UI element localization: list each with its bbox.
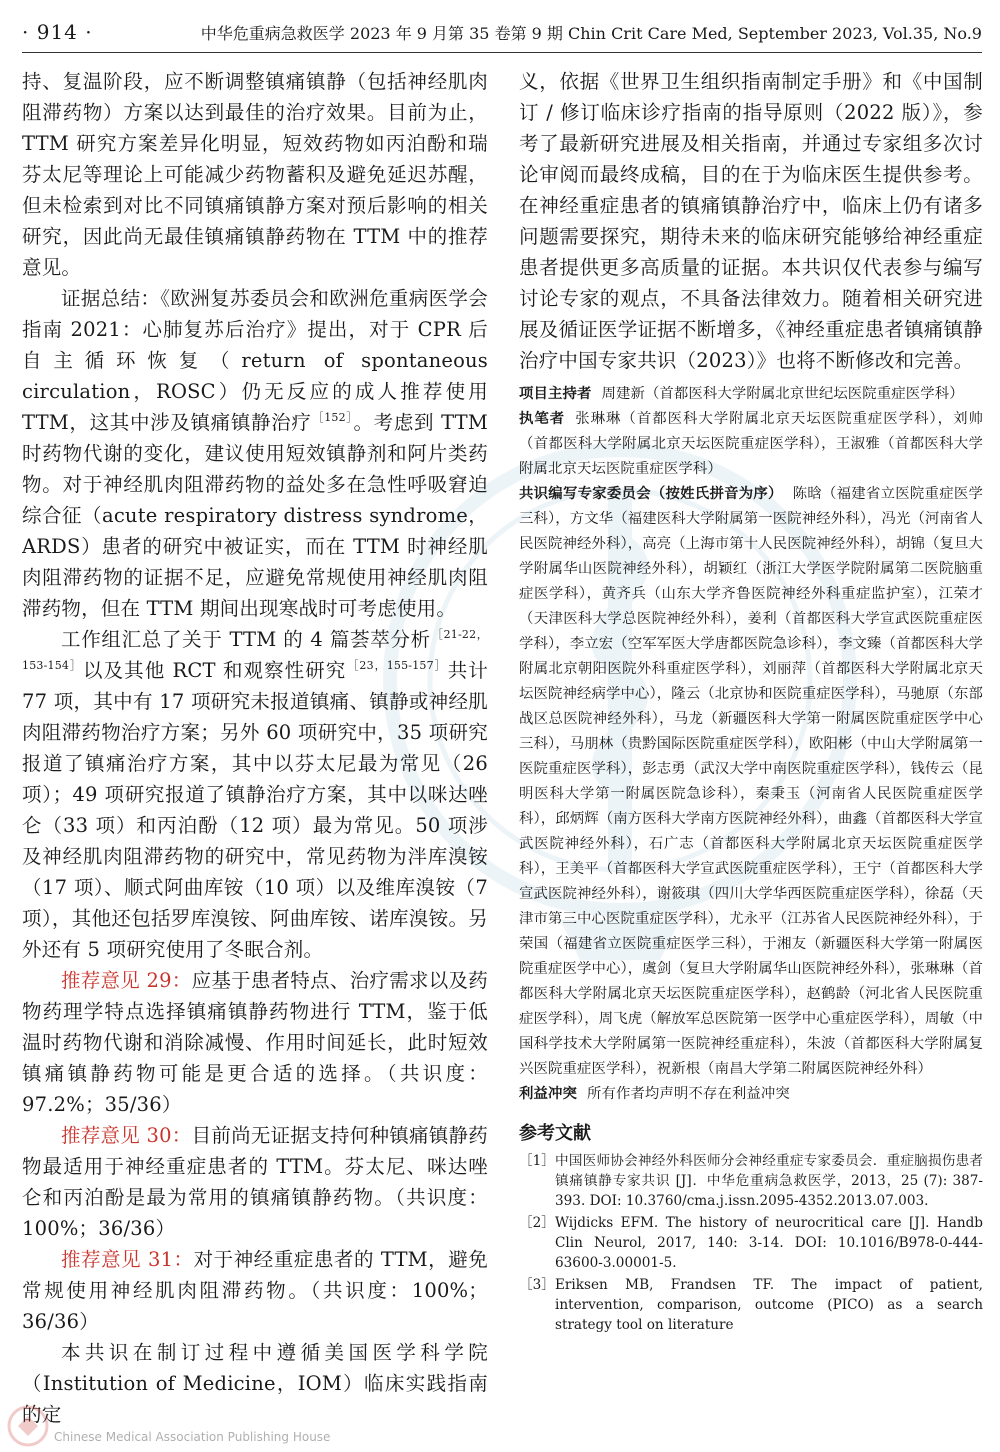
evidence-summary-paragraph: 证据总结：《欧洲复苏委员会和欧洲危重病医学会指南 2021：心肺复苏后治疗》提出，对于 CPR 后自主循环恢复（return of spontaneous circulation，ROSC）仍无反应的成人推荐使用 TTM，这其中涉及镇痛镇静治疗$^{[152]}$。考虑到 TTM 时药物代谢的变化，建议使用短效镇静剂和阿片类药物。对于神经肌肉阻滞药物的益处多在急性呼吸窘迫综合征（acute respiratory distress syndrome，ARDS）患者的研究中被证实，而在 TTM 时神经肌肉阻滞药物的证据不足，应避免常规使用神经肌肉阻滞药物，但在 TTM 期间出现寒战时可考虑使用。	[22, 287, 488, 620]
expert-committee: 共识编写专家委员会（按姓氏拼音为序） 陈晗（福建省立医院重症医学三科），方文华（福建医科大学附属第一医院神经外科），冯光（河南省人民医院神经外科），高亮（上海市第十人民医院神经外科），胡锦（复旦大学附属华山医院神经外科），胡颖红（浙江大学医学院附属第二医院脑重症医学科），黄齐兵（山东大学齐鲁医院神经外科重症监护室），江荣才（天津医科大学总医院神经外科），姜利（首都医科大学宣武医院重症医学科），李立宏（空军军医大学唐都医院急诊科），李文臻（首都医科大学附属北京朝阳医院外科重症医学科），刘丽萍（首都医科大学附属北京天坛医院神经病学中心），隆云（北京协和医院重症医学科），马驰原（东部战区总医院神经外科），马龙（新疆医科大学第一附属医院重症医学中心三科），马朋林（贵黔国际医院重症医学科），欧阳彬（中山大学附属第一医院重症医学科），彭志勇（武汉大学中南医院重症医学科），钱传云（昆明医科大学第一附属医院急诊科），秦秉玉（河南省人民医院重症医学科），邱炳辉（南方医科大学南方医院神经外科），曲鑫（首都医科大学宣武医院神经外科），石广志（首都医科大学附属北京天坛医院重症医学科），王美平（首都医科大学宣武医院重症医学科），王宁（首都医科大学宣武医院神经外科），谢筱琪（四川大学华西医院重症医学科），徐磊（天津市第三中心医院重症医学科），尤永平（江苏省人民医院神经外科），于荣国（福建省立医院重症医学三科），于湘友（新疆医科大学第一附属医院重症医学中心），虞剑（复旦大学附属华山医院神经外科），张琳琳（首都医科大学附属北京天坛医院重症医学科），赵鹤龄（河北省人民医院重症医学科），周飞虎（解放军总医院第一医学中心重症医学科），周敏（中国科学技术大学附属第一医院神经重症科），朱波（首都医科大学附属复兴医院重症医学科），祝新根（南昌大学第二附属医院神经外科）	[519, 486, 983, 1077]
reference-item: ［3］ Eriksen MB, Frandsen TF. The impact of patient, intervention, comparison, outcome (PICO) as a search strategy tool on literature	[519, 1277, 983, 1333]
conflict-label: 利益冲突	[519, 1086, 577, 1102]
journal-citation: 中华危重病急救医学 2023 年 9 月第 35 卷第 9 期 Chin Crit Care Med, September 2023, Vol.35, No.9	[200, 23, 982, 43]
body-paragraph: 工作组汇总了关于 TTM 的 4 篇荟萃分析$^{[21-22,153-154]}$以及其他 RCT 和观察性研究$^{[23,155-157]}$共计 77 项，其中有 17 项研究未报道镇痛、镇静或神经肌肉阻滞药物治疗方案；另外 60 项研究中，35 项研究报道了镇痛治疗方案，其中以芬太尼最为常见（26 项）；49 项研究报道了镇静治疗方案，其中以咪达唑仑（33 项）和丙泊酚（12 项）最为常见。50 项涉及神经肌肉阻滞药物的研究中，常见药物为泮库溴铵（17 项）、顺式阿曲库铵（10 项）以及维库溴铵（7 项），其他还包括罗库溴铵、阿曲库铵、诺库溴铵。另外还有 5 项研究使用了冬眠合剂。	[22, 628, 488, 961]
body-paragraph: 本共识在制订过程中遵循美国医学科学院（Institution of Medicine，IOM）临床实践指南的定	[22, 1341, 488, 1426]
body-paragraph: 义，依据《世界卫生组织指南制定手册》和《中国制订 / 修订临床诊疗指南的指导原则（2022 版）》，参考了最新研究进展及相关指南，并通过专家组多次讨论审阅而最终成稿，目的在于为临床医生提供参考。在神经重症患者的镇痛镇静治疗中，临床上仍有诸多问题需要探究，期待未来的临床研究能够给神经重症患者提供更多高质量的证据。本共识仅代表参与编写讨论专家的观点，不具备法律效力。随着相关研究进展及循证医学证据不断增多，《神经重症患者镇痛镇静治疗中国专家共识（2023）》也将不断修改和完善。	[519, 70, 983, 372]
recommendation-31: 推荐意见 31：对于神经重症患者的 TTM，避免常规使用神经肌肉阻滞药物。（共识度：100%；36/36）	[22, 1248, 488, 1333]
project-leader: 项目主持者 周建新（首都医科大学附属北京世纪坛医院重症医学科）	[519, 386, 964, 402]
citation: ［23，155-157］	[347, 659, 447, 672]
conflict-of-interest: 利益冲突 所有作者均声明不存在利益冲突	[519, 1086, 790, 1102]
reference-item: ［2］ Wijdicks EFM. The history of neurocritical care [J]. Handb Clin Neurol, 2017, 140: 3-14. DOI: 10.1016/B978-0-444-63600-3.00001-5.	[519, 1215, 983, 1271]
references-list	[519, 1151, 983, 1335]
writers-label: 执笔者	[519, 411, 566, 427]
reference-item: ［1］ 中国医师协会神经外科医师分会神经重症专家委员会．重症脑损伤患者镇痛镇静专家共识 [J]．中华危重病急救医学，2013，25 (7): 387-393. DOI: 10.3760/cma.j.issn.2095-4352.2013.07.003.	[519, 1153, 983, 1209]
publisher-name: Chinese Medical Association Publishing House	[54, 1430, 331, 1444]
recommendation-label: 推荐意见 31：	[61, 1248, 194, 1271]
left-column	[22, 66, 488, 1444]
recommendation-label: 推荐意见 30：	[61, 1124, 192, 1147]
expert-committee-label: 共识编写专家委员会（按姓氏拼音为序）	[519, 486, 783, 502]
citation: ［152］	[312, 411, 353, 424]
citation: ［21-22，153-154］	[22, 628, 488, 672]
page-header	[22, 12, 982, 53]
right-column	[519, 66, 983, 1444]
references-title: 参考文献	[519, 1123, 591, 1144]
recommendation-label: 推荐意见 29：	[61, 969, 192, 992]
page-number: · 914 ·	[22, 20, 93, 44]
recommendation-30: 推荐意见 30：目前尚无证据支持何种镇痛镇静药物最适用于神经重症患者的 TTM。芬太尼、咪达唑仑和丙泊酚是最为常用的镇痛镇静药物。（共识度：100%；36/36）	[22, 1124, 488, 1240]
recommendation-29: 推荐意见 29：应基于患者特点、治疗需求以及药物药理学特点选择镇痛镇静药物进行 TTM，鉴于低温时药物代谢和消除减慢、作用时间延长，此时短效镇痛镇静药物可能是更合适的选择。（共识度：97.2%；35/36）	[22, 969, 488, 1116]
project-leader-label: 项目主持者	[519, 386, 592, 402]
publisher-logo-icon	[6, 1404, 50, 1448]
writers: 执笔者 张琳琳（首都医科大学附属北京天坛医院重症医学科），刘帅（首都医科大学附属北京天坛医院重症医学科），王淑雅（首都医科大学附属北京天坛医院重症医学科）	[519, 411, 983, 477]
body-paragraph: 持、复温阶段，应不断调整镇痛镇静（包括神经肌肉阻滞药物）方案以达到最佳的治疗效果。目前为止，TTM 研究方案差异化明显，短效药物如丙泊酚和瑞芬太尼等理论上可能减少药物蓄积及避免延迟苏醒，但未检索到对比不同镇痛镇静方案对预后影响的相关研究，因此尚无最佳镇痛镇静药物在 TTM 中的推荐意见。	[22, 70, 488, 279]
